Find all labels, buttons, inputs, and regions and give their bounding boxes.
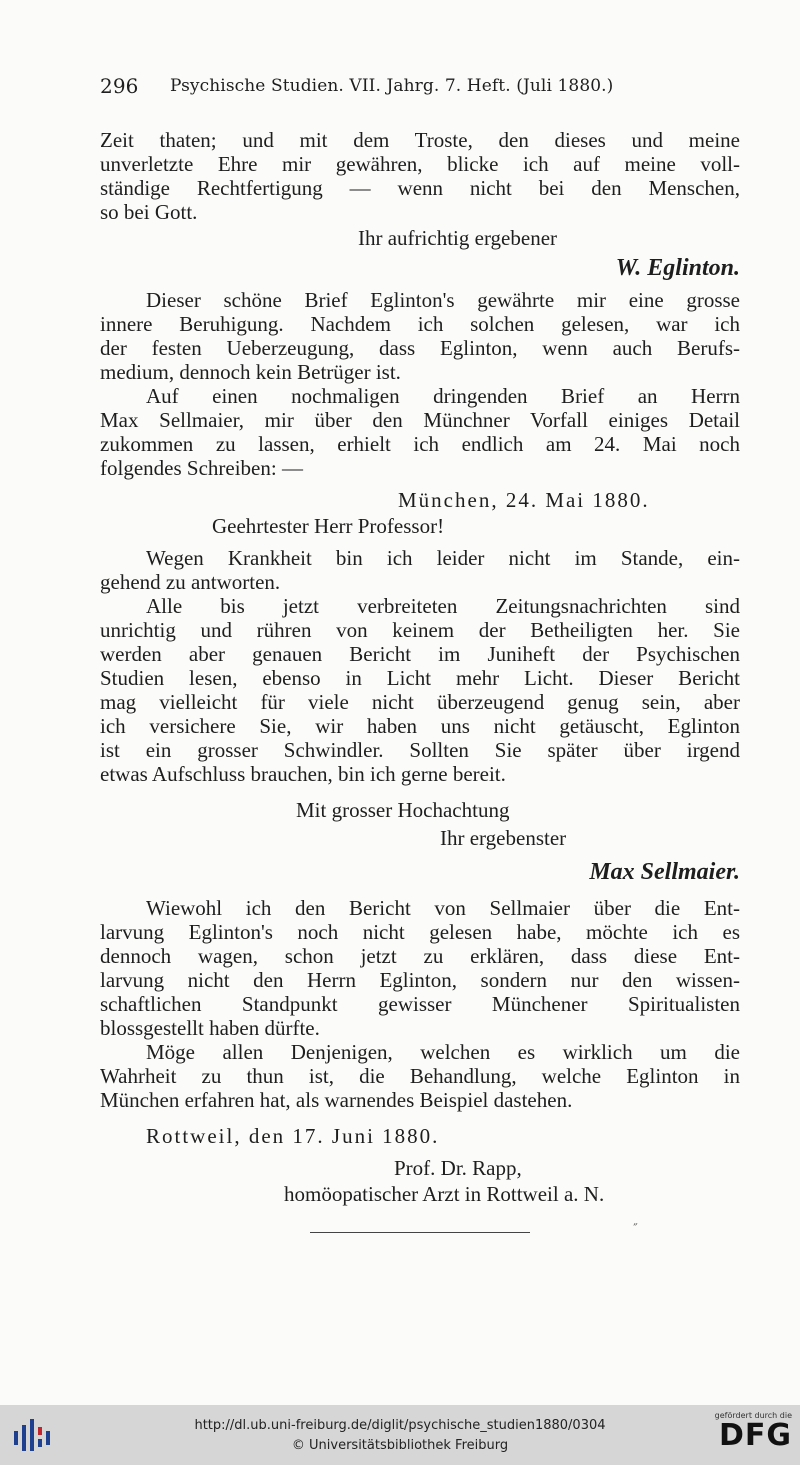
text-line: Max Sellmaier, mir über den Münchner Vorfall einiges Detail: [100, 408, 740, 432]
dfg-wordmark: DFG: [718, 1418, 792, 1453]
text-line: blossgestellt haben dürfte.: [100, 1016, 320, 1040]
text-line: ich versichere Sie, wir haben uns nicht getäuscht, Eglinton: [100, 714, 740, 738]
letter-salutation: [100, 514, 740, 538]
section-rule: [310, 1232, 530, 1233]
text-line: medium, dennoch kein Betrüger ist.: [100, 360, 401, 384]
letter-closing: [100, 798, 740, 850]
permalink[interactable]: http://dl.ub.uni-freiburg.de/diglit/psychische_studien1880/0304: [194, 1418, 606, 1433]
text-line: der festen Ueberzeugung, dass Eglinton, wenn auch Berufs-: [100, 336, 740, 360]
running-title: Psychische Studien. VII. Jahrg. 7. Heft. (Juli 1880.): [170, 76, 614, 96]
text-line: larvung nicht den Herrn Eglinton, sondern nur den wissen-: [100, 968, 740, 992]
page-number: 296: [100, 74, 139, 98]
place-date-line: Rottweil, den 17. Juni 1880.: [146, 1124, 440, 1148]
text-line: ständige Rechtfertigung — wenn nicht bei den Menschen,: [100, 176, 740, 200]
signature-sellmaier: [100, 858, 740, 886]
paragraph-wiewohl: [100, 896, 740, 1112]
text-line: Möge allen Denjenigen, welchen es wirklich um die: [146, 1040, 740, 1064]
place-date: [100, 1124, 740, 1148]
text-line: mag vielleicht für viele nicht überzeugend genug sein, aber: [100, 690, 740, 714]
paragraph-beruhigung: [100, 288, 740, 480]
text-line: larvung Eglinton's noch nicht gelesen habe, möchte ich es: [100, 920, 740, 944]
signature: W. Eglinton.: [615, 255, 740, 281]
text-line: innere Beruhigung. Nachdem ich solchen gelesen, war ich: [100, 312, 740, 336]
text-line: ist ein grosser Schwindler. Sollten Sie später über irgend: [100, 738, 740, 762]
text-line: so bei Gott.: [100, 200, 198, 224]
text-line: Wegen Krankheit bin ich leider nicht im Stande, ein-: [146, 546, 740, 570]
text-line: schaftlichen Standpunkt gewisser Münchener Spiritualisten: [100, 992, 740, 1016]
text-line: gehend zu antworten.: [100, 570, 281, 594]
author-block: [100, 1156, 740, 1206]
author-name: Prof. Dr. Rapp,: [394, 1156, 522, 1180]
text-line: Auf einen nochmaligen dringenden Brief an Herrn: [146, 384, 740, 408]
closing-line: Ihr aufrichtig ergebener: [358, 226, 558, 250]
dfg-caption: gefördert durch die: [714, 1411, 792, 1420]
signature: Max Sellmaier.: [589, 859, 740, 885]
salutation: Geehrtester Herr Professor!: [212, 514, 445, 538]
text-line: Dieser schöne Brief Eglinton's gewährte mir eine grosse: [146, 288, 740, 312]
text-line: folgendes Schreiben: —: [100, 456, 303, 480]
text-line: Wiewohl ich den Bericht von Sellmaier über die Ent-: [146, 896, 740, 920]
author-title: homöopatischer Arzt in Rottweil a. N.: [284, 1182, 605, 1206]
text-line: zukommen zu lassen, erhielt ich endlich am 24. Mai noch: [100, 432, 740, 456]
text-line: Studien lesen, ebenso in Licht mehr Licht. Dieser Bericht: [100, 666, 740, 690]
closing-line: Mit grosser Hochachtung: [296, 798, 510, 822]
dateline: München, 24. Mai 1880.: [398, 488, 650, 512]
copyright: © Universitätsbibliothek Freiburg: [291, 1438, 509, 1453]
signature-eglinton: [100, 254, 740, 282]
letter-dateline: [100, 488, 740, 512]
text-line: dennoch wagen, schon jetzt zu erklären, dass diese Ent-: [100, 944, 740, 968]
text-line: Alle bis jetzt verbreiteten Zeitungsnachrichten sind: [146, 594, 740, 618]
text-line: unrichtig und rühren von keinem der Betheiligten her. Sie: [100, 618, 740, 642]
text-line: werden aber genauen Bericht im Juniheft der Psychischen: [100, 642, 740, 666]
dfg-logo[interactable]: [702, 1411, 792, 1461]
closing-line: Ihr ergebenster: [440, 826, 567, 850]
letter-body: [100, 546, 740, 786]
text-line: Zeit thaten; und mit dem Troste, den dieses und meine: [100, 128, 740, 152]
viewer-footer: [0, 1405, 800, 1465]
text-line: Wahrheit zu thun ist, die Behandlung, welche Eglinton in: [100, 1064, 740, 1088]
closing-eglinton: [100, 226, 740, 250]
text-line: etwas Aufschluss brauchen, bin ich gerne bereit.: [100, 762, 506, 786]
text-line: München erfahren hat, als warnendes Beispiel dastehen.: [100, 1088, 573, 1112]
text-line: unverletzte Ehre mir gewähren, blicke ich auf meine voll-: [100, 152, 740, 176]
print-mark: ˝: [632, 1222, 638, 1236]
letter-end-paragraph: [100, 128, 740, 224]
